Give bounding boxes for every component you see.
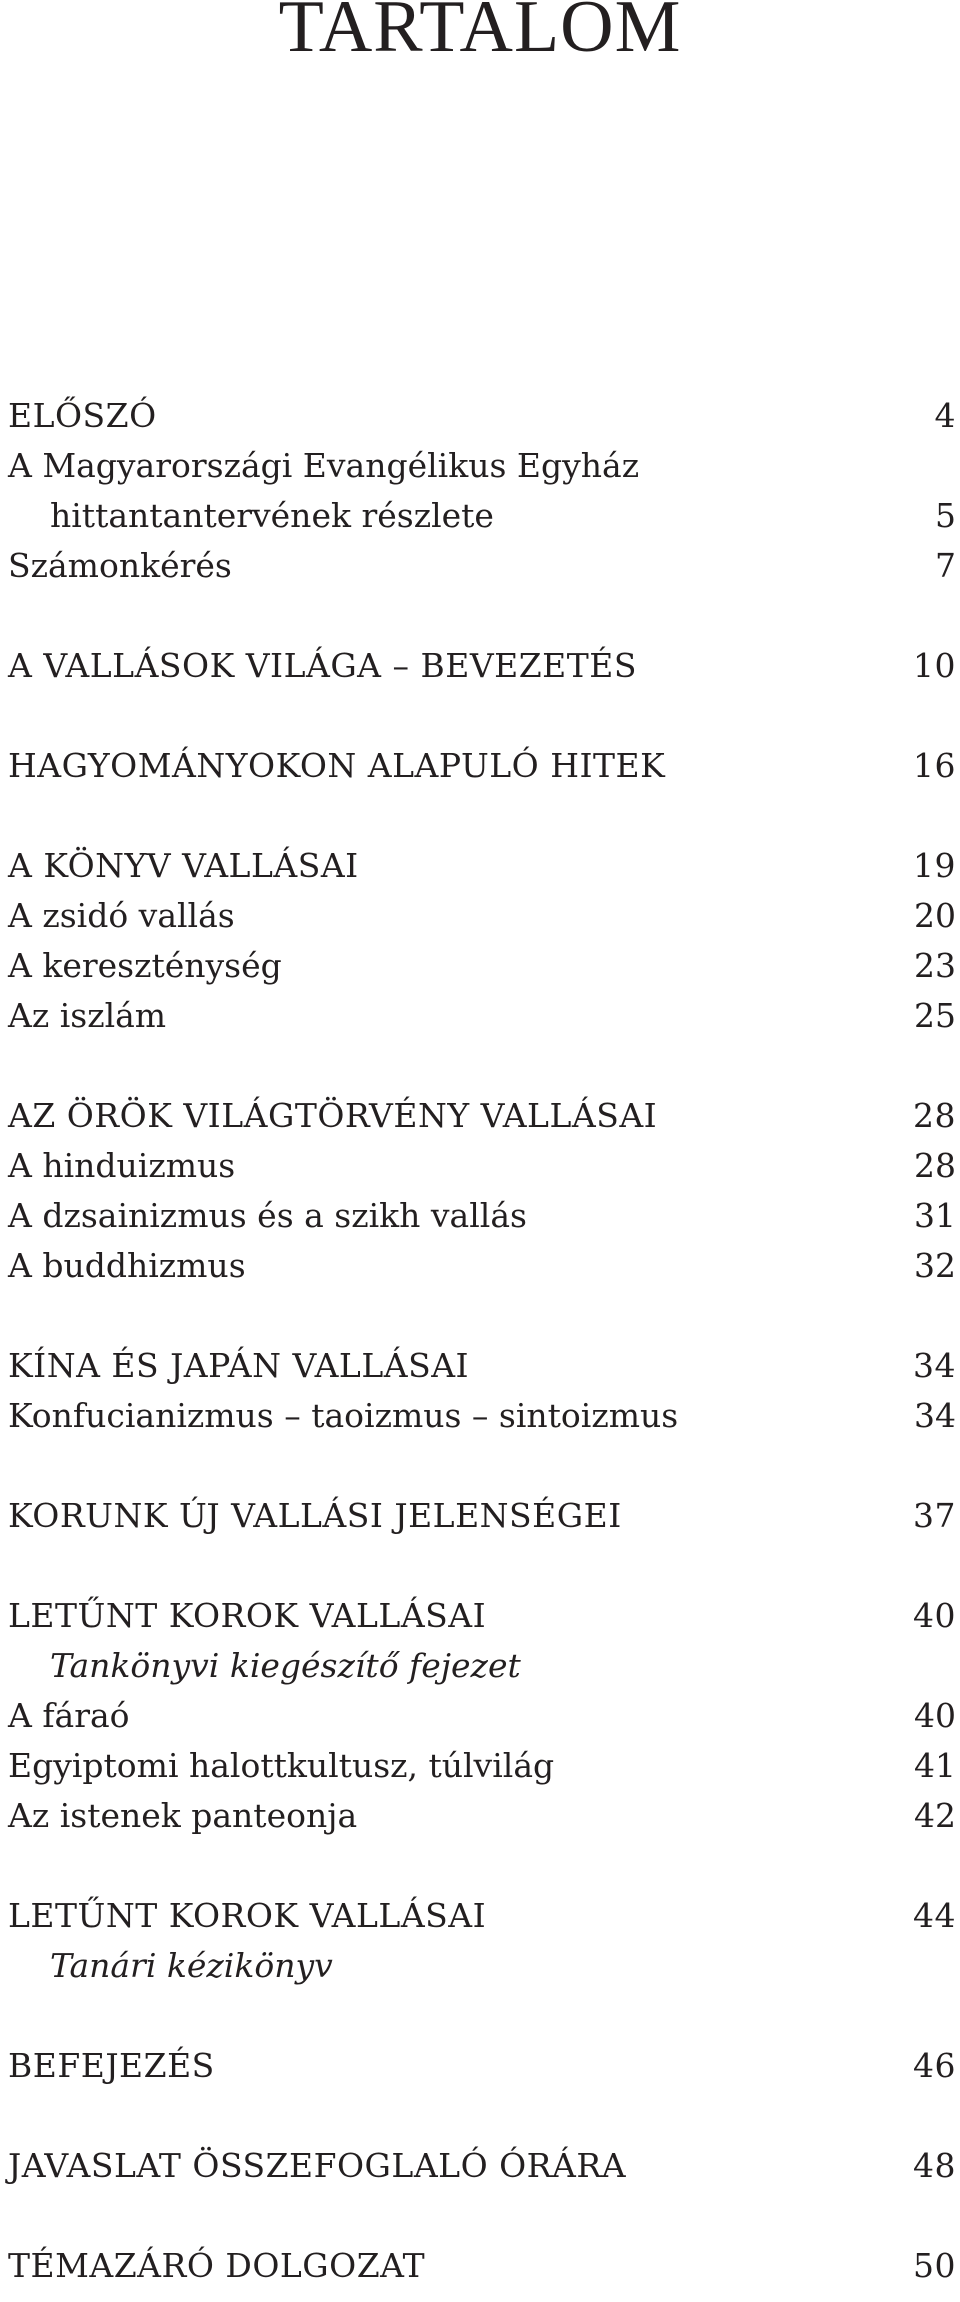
toc-entry-title: A kereszténység — [8, 945, 282, 985]
toc-entry — [8, 940, 956, 990]
toc-entry-subtitle: Tankönyvi kiegészítő fejezet — [50, 1645, 521, 1685]
toc-entry-title: HAGYOMÁNYOKON ALAPULÓ HITEK — [8, 745, 666, 785]
toc-entry — [8, 1240, 956, 1290]
toc-entry-title: A fáraó — [8, 1695, 130, 1735]
page-title: TARTALOM — [278, 0, 682, 68]
toc-entry-title: A zsidó vallás — [8, 895, 235, 935]
toc-entry-page: 16 — [913, 745, 956, 785]
toc-entry-page: 34 — [914, 1395, 956, 1435]
toc-entry-page: 5 — [935, 495, 956, 535]
toc-entry-page: 7 — [935, 545, 956, 585]
toc-entry-title: AZ ÖRÖK VILÁGTÖRVÉNY VALLÁSAI — [8, 1095, 658, 1135]
toc-entry-title: A Magyarországi Evangélikus Egyház — [8, 445, 640, 485]
toc-entry — [8, 1140, 956, 1190]
toc-entry-title: Egyiptomi halottkultusz, túlvilág — [8, 1745, 555, 1785]
toc-entry — [8, 1190, 956, 1240]
toc-entry-title: KORUNK ÚJ VALLÁSI JELENSÉGEI — [8, 1495, 622, 1535]
toc-entry — [8, 1890, 956, 1940]
toc-entry-page: 48 — [913, 2145, 956, 2185]
toc-entry-page: 4 — [934, 395, 956, 435]
toc-entry — [8, 1740, 956, 1790]
toc-entry-title: Az iszlám — [8, 995, 167, 1035]
toc-entry-title: BEFEJEZÉS — [8, 2045, 215, 2085]
toc-entry-page: 31 — [914, 1195, 956, 1235]
toc-entry-title: KÍNA ÉS JAPÁN VALLÁSAI — [8, 1345, 470, 1385]
toc-entry-page: 20 — [914, 895, 956, 935]
toc-entry-page: 46 — [913, 2045, 956, 2085]
toc-entry — [8, 740, 956, 790]
toc-entry-page: 28 — [913, 1095, 956, 1135]
toc-entry-page: 32 — [914, 1245, 956, 1285]
toc-entry-page: 37 — [913, 1495, 956, 1535]
toc-entry — [8, 1690, 956, 1740]
toc-entry-page: 40 — [913, 1595, 956, 1635]
toc-entry-page: 10 — [913, 645, 956, 685]
toc-entry-title: LETŰNT KOROK VALLÁSAI — [8, 1595, 487, 1635]
toc-entry — [8, 840, 956, 890]
toc-entry — [8, 640, 956, 690]
toc-entry — [8, 1340, 956, 1390]
toc-entry-page: 23 — [914, 945, 956, 985]
toc-entry-title: Konfucianizmus – taoizmus – sintoizmus — [8, 1395, 679, 1435]
toc-entry-page: 42 — [914, 1795, 956, 1835]
toc-entry-title: A dzsainizmus és a szikh vallás — [8, 1195, 527, 1235]
toc-entry-title: TÉMAZÁRÓ DOLGOZAT — [8, 2245, 426, 2285]
toc-entry-title: A hinduizmus — [8, 1145, 236, 1185]
toc-entry-title: LETŰNT KOROK VALLÁSAI — [8, 1895, 487, 1935]
toc-entry — [8, 390, 956, 440]
toc-entry — [8, 1640, 956, 1690]
toc-entry — [8, 1590, 956, 1640]
toc-entry-title: A KÖNYV VALLÁSAI — [8, 845, 359, 885]
toc-entry — [8, 1790, 956, 1840]
toc-entry-title: A VALLÁSOK VILÁGA – BEVEZETÉS — [8, 645, 637, 685]
toc-entry — [8, 1090, 956, 1140]
toc-entry-page: 19 — [913, 845, 956, 885]
toc-entry — [8, 540, 956, 590]
toc-entry — [8, 890, 956, 940]
toc-entry-title: Számonkérés — [8, 545, 232, 585]
toc-entry — [8, 1490, 956, 1540]
toc-entry — [8, 1390, 956, 1440]
toc-entry-page: 41 — [914, 1745, 956, 1785]
toc-entry — [8, 2240, 956, 2290]
toc-entry-title: A buddhizmus — [8, 1245, 246, 1285]
toc-entry-title: ELŐSZÓ — [8, 395, 157, 435]
toc-entry — [8, 1940, 956, 1990]
toc-entry — [8, 490, 956, 540]
toc-entry-page: 25 — [914, 995, 956, 1035]
toc-entry-title: Az istenek panteonja — [8, 1795, 358, 1835]
toc-entry-page: 40 — [914, 1695, 956, 1735]
toc-entry-page: 50 — [913, 2245, 956, 2285]
toc-entry-page: 34 — [913, 1345, 956, 1385]
toc-entry — [8, 2040, 956, 2090]
toc-entry-subtitle: Tanári kézikönyv — [50, 1945, 333, 1985]
toc-entry-page: 44 — [913, 1895, 956, 1935]
toc-entry — [8, 990, 956, 1040]
toc-entry-title: hittantantervének részlete — [50, 495, 494, 535]
toc-entry-title: JAVASLAT ÖSSZEFOGLALÓ ÓRÁRA — [8, 2145, 627, 2185]
toc-entry — [8, 440, 956, 490]
toc-entry-page: 28 — [914, 1145, 956, 1185]
toc-entry — [8, 2140, 956, 2190]
